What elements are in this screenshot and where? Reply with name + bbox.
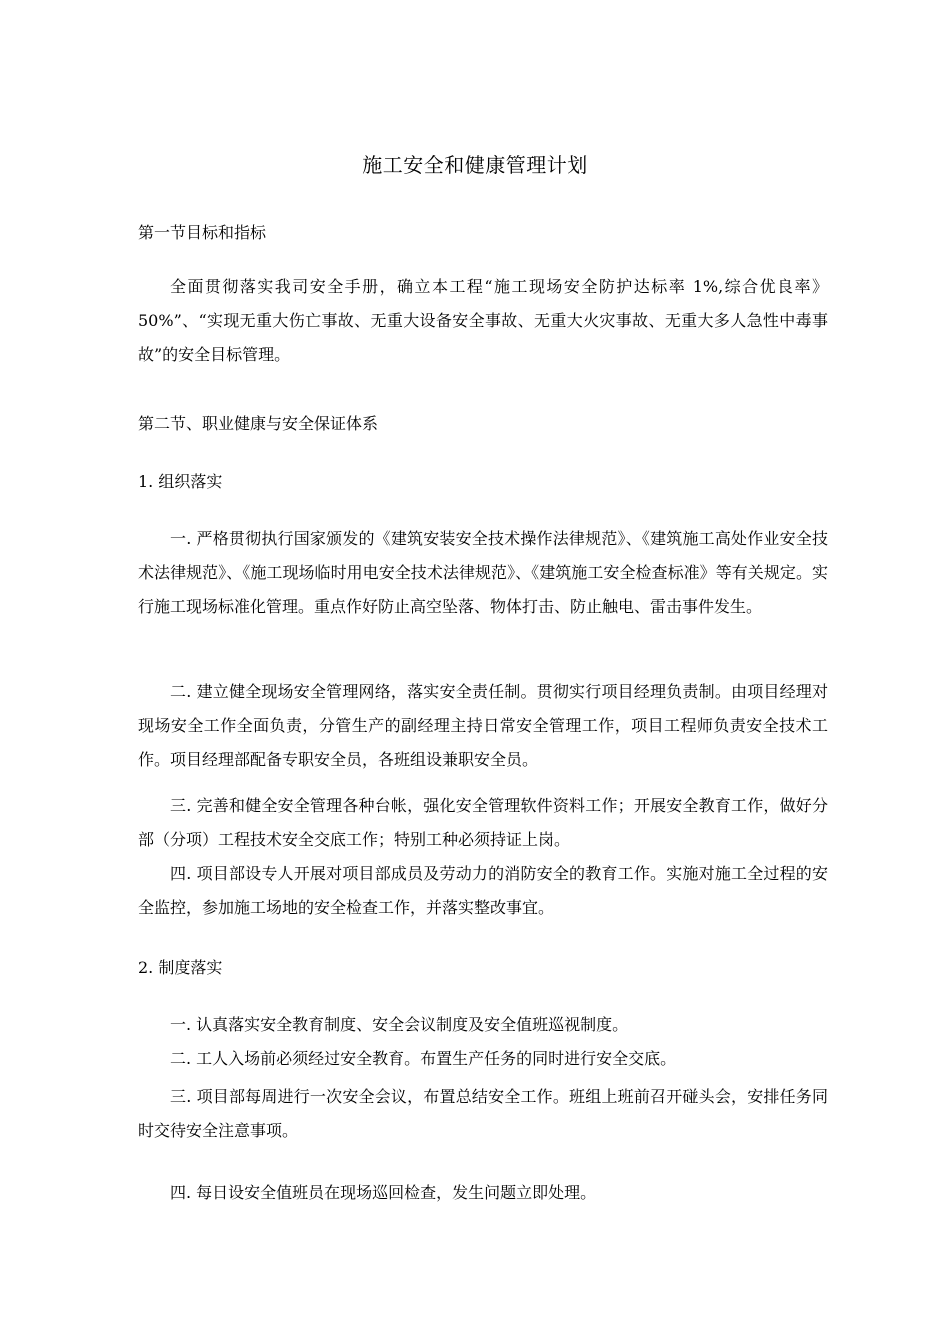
section1-paragraph: 全面贯彻落实我司安全手册，确立本工程“施工现场安全防护达标率 1%,综合优良率》50%”、“实现无重大伤亡事故、无重大设备安全事故、无重大火灾事故、无重大多人急性中毒事故”的安全目标管理。 [138, 277, 828, 364]
subsection-heading-system: 2. 制度落实 [138, 958, 223, 977]
organization-item-3: 三. 完善和健全安全管理各种台帐，强化安全管理软件资料工作；开展安全教育工作，做好分部（分项）工程技术安全交底工作；特别工种必须持证上岗。 [138, 796, 828, 849]
system-item-3: 三. 项目部每周进行一次安全会议，布置总结安全工作。班组上班前召开碰头会，安排任务同时交待安全注意事项。 [138, 1087, 828, 1140]
organization-item-4: 四. 项目部设专人开展对项目部成员及劳动力的消防安全的教育工作。实施对施工全过程的安全监控，参加施工场地的安全检查工作，并落实整改事宜。 [138, 864, 828, 917]
organization-item-2: 二. 建立健全现场安全管理网络，落实安全责任制。贯彻实行项目经理负责制。由项目经理对现场安全工作全面负责，分管生产的副经理主持日常安全管理工作，项目工程师负责安全技术工作。项目经理部配备专职安全员，各班组设兼职安全员。 [138, 682, 828, 769]
organization-item-1: 一. 严格贯彻执行国家颁发的《建筑安装安全技术操作法律规范》、《建筑施工高处作业安全技术法律规范》、《施工现场临时用电安全技术法律规范》、《建筑施工安全检查标准》等有关规定。实行施工现场标准化管理。重点作好防止高空坠落、物体打击、防止触电、雷击事件发生。 [138, 529, 828, 616]
section-heading-1: 第一节目标和指标 [138, 223, 267, 242]
system-item-1: 一. 认真落实安全教育制度、安全会议制度及安全值班巡视制度。 [170, 1015, 629, 1034]
document-title: 施工安全和健康管理计划 [362, 153, 588, 177]
subsection-heading-organization: 1. 组织落实 [138, 472, 223, 491]
system-item-2: 二. 工人入场前必须经过安全教育。布置生产任务的同时进行安全交底。 [170, 1049, 677, 1068]
section-heading-2: 第二节、职业健康与安全保证体系 [138, 414, 379, 433]
system-item-4: 四. 每日设安全值班员在现场巡回检查，发生问题立即处理。 [170, 1183, 597, 1202]
